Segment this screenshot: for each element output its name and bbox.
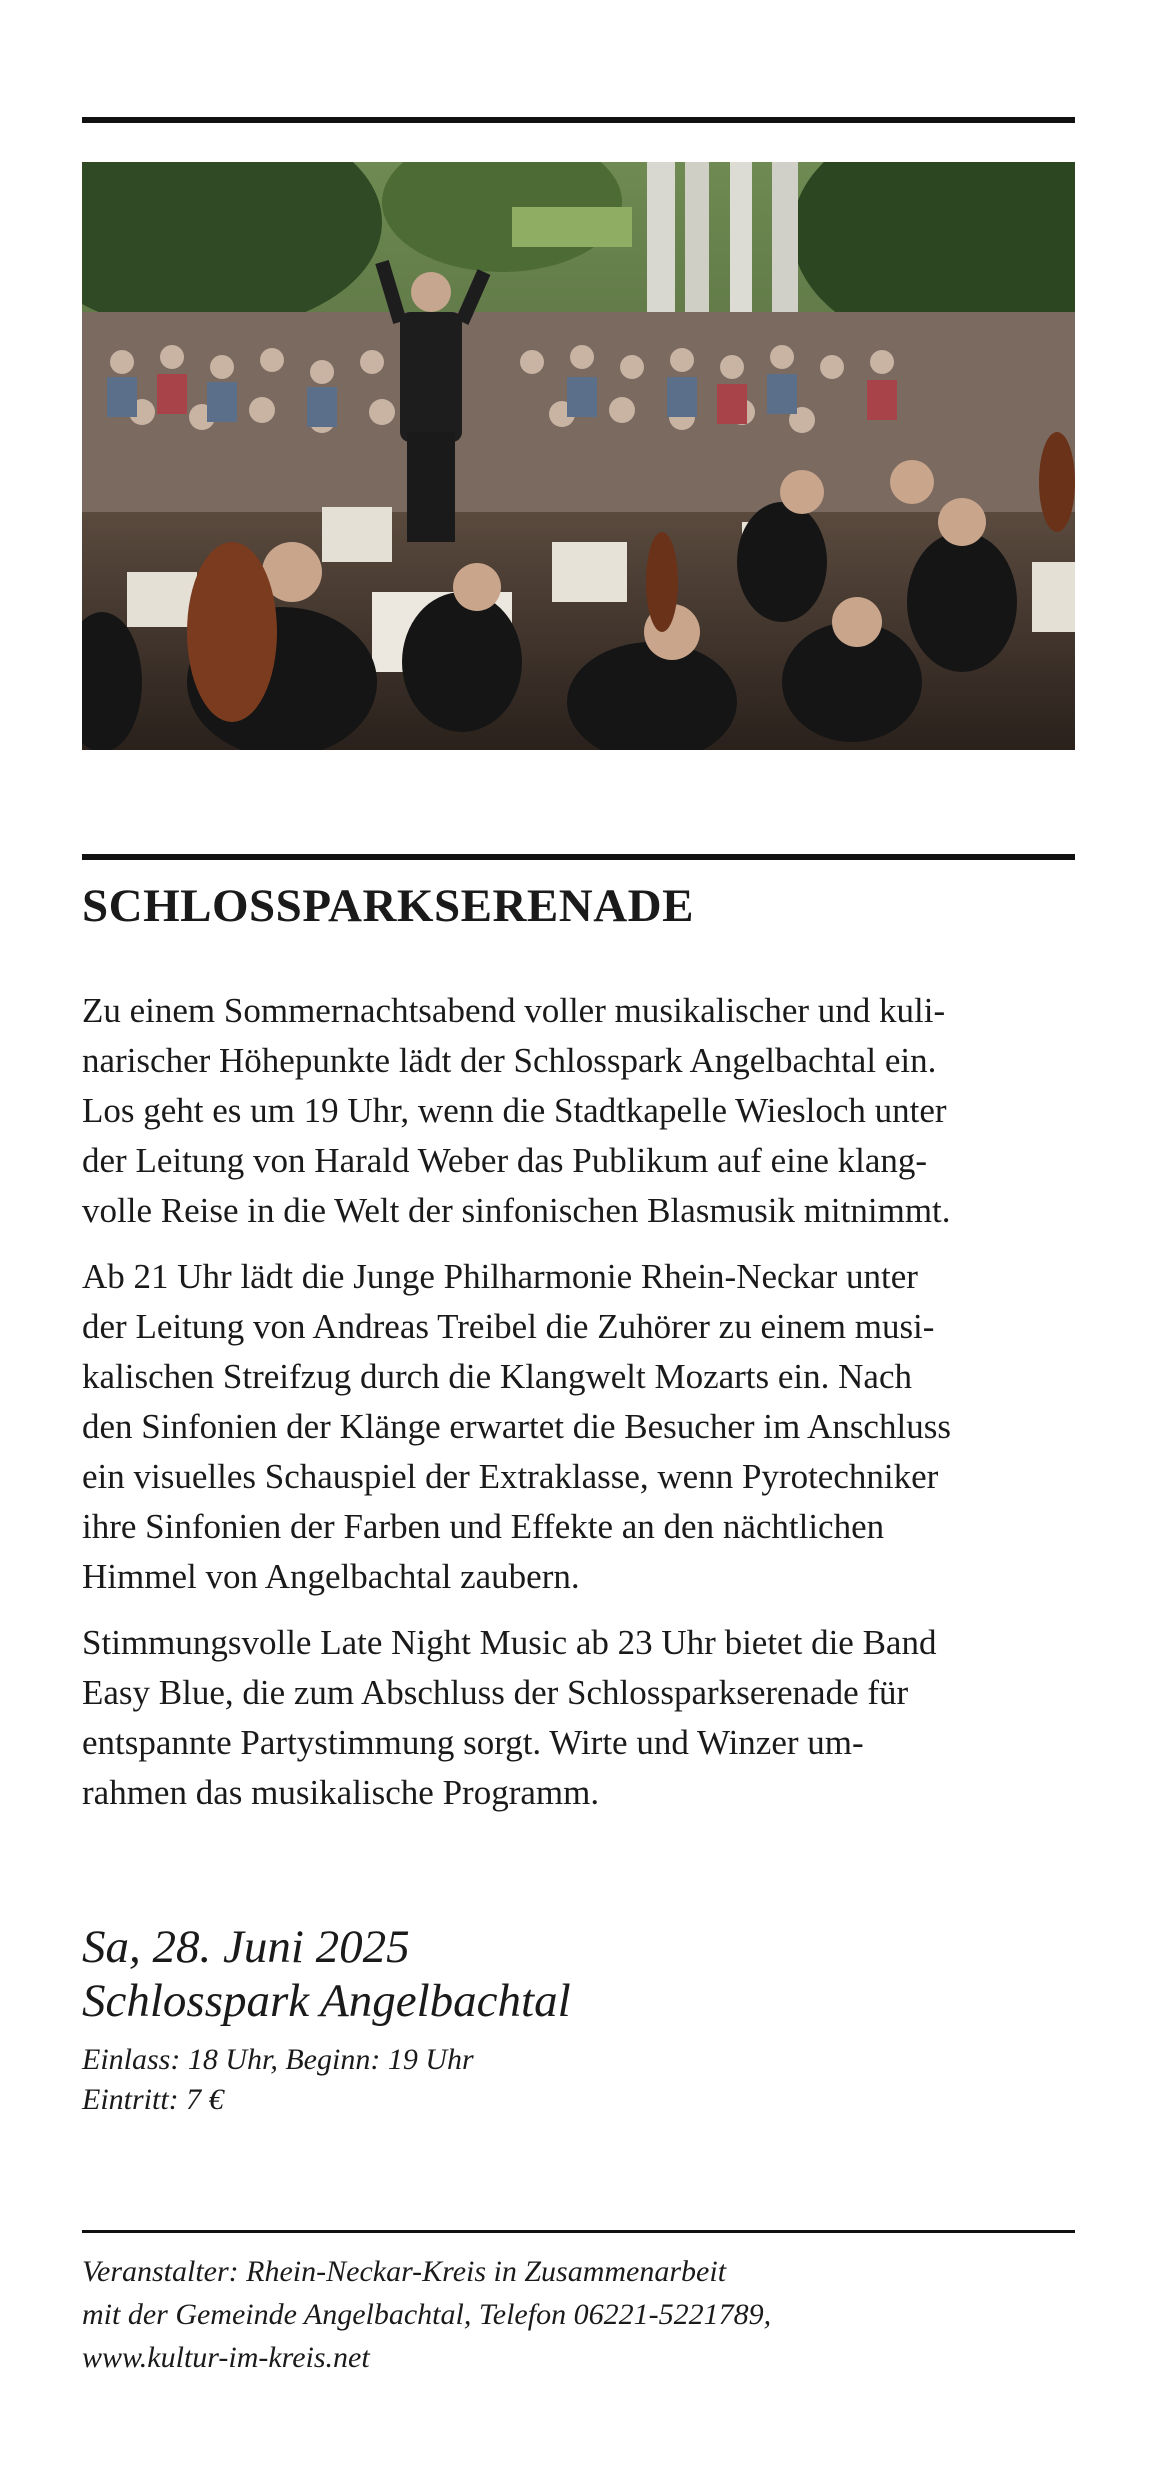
text-line: rahmen das musikalische Programm.	[82, 1773, 600, 1812]
paragraph-1	[82, 986, 1082, 1236]
text-line: Zu einem Sommernachtsabend voller musikalischer und kuli-	[82, 991, 946, 1030]
organizer-footer	[82, 2250, 1075, 2379]
paragraph-2	[82, 1252, 1082, 1602]
top-rule	[82, 117, 1075, 123]
text-line: ein visuelles Schauspiel der Extraklasse, wenn Pyrotechniker	[82, 1457, 939, 1496]
text-line: narischer Höhepunkte lädt der Schlosspark Angelbachtal ein.	[82, 1041, 937, 1080]
text-line: der Leitung von Harald Weber das Publikum auf eine klang-	[82, 1141, 928, 1180]
article-body	[82, 986, 1082, 1834]
footer-website-link[interactable]: www.kultur-im-kreis.net	[82, 2341, 370, 2374]
text-line: Ab 21 Uhr lädt die Junge Philharmonie Rhein-Neckar unter	[82, 1257, 918, 1296]
footer-rule	[82, 2230, 1075, 2233]
text-line: der Leitung von Andreas Treibel die Zuhörer zu einem musi-	[82, 1307, 935, 1346]
concert-photo	[82, 162, 1075, 750]
text-line: volle Reise in die Welt der sinfonischen Blasmusik mitnimmt.	[82, 1191, 951, 1230]
text-line: ihre Sinfonien der Farben und Effekte an den nächtlichen	[82, 1507, 885, 1546]
text-line: Los geht es um 19 Uhr, wenn die Stadtkapelle Wiesloch unter	[82, 1091, 947, 1130]
article-title: SCHLOSSPARKSERENADE	[82, 880, 694, 932]
title-rule	[82, 854, 1075, 860]
event-date: Sa, 28. Juni 2025	[82, 1921, 410, 1973]
text-line: den Sinfonien der Klänge erwartet die Besucher im Anschluss	[82, 1407, 951, 1446]
paragraph-3	[82, 1618, 1082, 1818]
text-line: Easy Blue, die zum Abschluss der Schlossparkserenade für	[82, 1673, 909, 1712]
text-line: Himmel von Angelbachtal zaubern.	[82, 1557, 580, 1596]
event-times: Einlass: 18 Uhr, Beginn: 19 Uhr	[82, 2043, 474, 2076]
text-line: kalischen Streifzug durch die Klangwelt Mozarts ein. Nach	[82, 1357, 913, 1396]
text-line: Stimmungsvolle Late Night Music ab 23 Uhr bietet die Band	[82, 1623, 937, 1662]
text-line: entspannte Partystimmung sorgt. Wirte und Winzer um-	[82, 1723, 864, 1762]
footer-line-2: mit der Gemeinde Angelbachtal, Telefon 06221-5221789,	[82, 2298, 772, 2331]
event-info	[82, 1920, 1075, 2120]
event-price: Eintritt: 7 €	[82, 2083, 224, 2116]
footer-line-1: Veranstalter: Rhein-Neckar-Kreis in Zusammenarbeit	[82, 2255, 727, 2288]
event-venue: Schlosspark Angelbachtal	[82, 1975, 571, 2027]
